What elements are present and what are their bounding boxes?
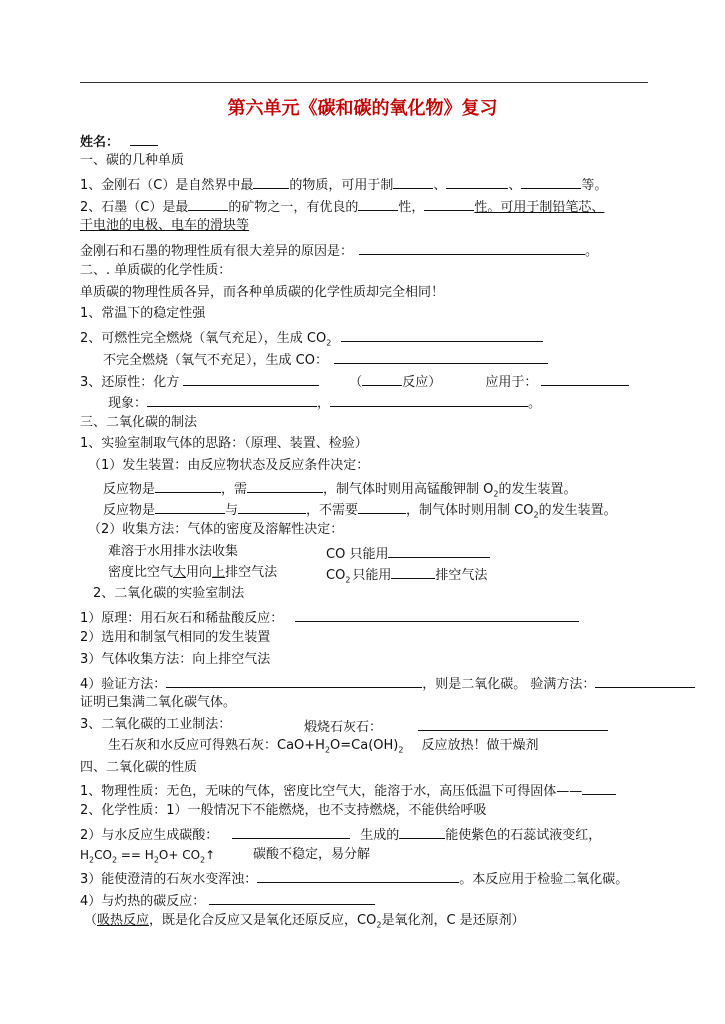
s4-carbonic-equation — [80, 846, 215, 869]
s3-point-2d — [326, 564, 487, 590]
text: 生成的 — [360, 828, 400, 843]
sub: 2 — [326, 338, 332, 348]
s4-point-3 — [80, 824, 601, 845]
sub: 2 — [493, 489, 499, 499]
text: 反应放热！做干燥剂 — [421, 738, 539, 753]
s3-point-2c — [108, 564, 277, 582]
text: 性。可用于制铅笔芯、 — [474, 200, 605, 215]
text: 3）能使澄清的石灰水变浑浊： — [80, 872, 258, 887]
s3-point-2a: 难溶于水用排水法收集 — [108, 544, 239, 559]
text: 金刚石和石墨的物理性质有很大差异的原因是： — [80, 244, 354, 259]
blank[interactable] — [155, 499, 225, 514]
text: ，制气体时则用高锰酸钾制 O — [323, 482, 494, 497]
name-label: 姓名： — [80, 135, 120, 150]
text: 是氧化剂，C 是还原剂） — [381, 913, 525, 928]
s3-point-1: 1、实验室制取气体的思路：（原理、装置、检验） — [80, 436, 368, 451]
text: 排空气法 — [225, 565, 278, 580]
text: 1）原理：用石灰石和稀盐酸反应： — [80, 611, 284, 626]
text: 反应物是 — [103, 503, 156, 518]
text: 能使紫色的石蕊试液变红， — [445, 828, 602, 843]
page-title: 第六单元《碳和碳的氧化物》复习 — [227, 98, 498, 119]
s3-industrial-label: 3、二氧化碳的工业制法： — [80, 717, 232, 732]
blank[interactable] — [232, 824, 350, 839]
text: ，制气体时则用制 CO — [406, 503, 534, 518]
text: 吸热反应 — [97, 913, 150, 928]
text: 等。 — [581, 178, 608, 193]
blank[interactable] — [183, 371, 319, 386]
text: ，不需要 — [306, 503, 359, 518]
s3-point-2: （2）收集方法：气体的密度及溶解性决定： — [88, 522, 344, 537]
blank[interactable] — [155, 478, 221, 493]
s2-intro: 单质碳的物理性质各异，而各种单质碳的化学性质却完全相同！ — [80, 285, 445, 300]
s4-point-2: 2、化学性质：1）一般情况下不能燃烧，也不支持燃烧，不能供给呼吸 — [80, 803, 487, 818]
text: 4）与灼热的碳反应： — [80, 894, 206, 909]
s1-line-2 — [80, 196, 604, 217]
text: 大 — [173, 565, 187, 580]
blank[interactable] — [358, 499, 406, 514]
text: 2、可燃性完全燃烧（氧气充足），生成 CO — [80, 331, 327, 346]
section-1-heading: 一、碳的几种单质 — [80, 153, 185, 168]
text: 的矿物之一，有优良的 — [228, 200, 359, 215]
text: 1、物理性质：无色，无味的气体，密度比空气大，能溶于水，高压低温下可得固体—— — [80, 784, 583, 799]
blank[interactable] — [541, 371, 629, 386]
section-3-heading: 三、二氧化碳的制法 — [80, 415, 198, 430]
sub: 2 — [153, 855, 159, 865]
text: 4）验证方法： — [80, 677, 167, 692]
text: O+ CO — [158, 848, 201, 862]
name-row — [80, 131, 158, 152]
blank[interactable] — [391, 564, 435, 579]
text: ，既是化合反应又是氧化还原反应，CO — [149, 913, 377, 928]
text: H — [80, 848, 90, 862]
blank[interactable] — [330, 392, 528, 407]
s2-point-1: 1、常温下的稳定性强 — [80, 306, 206, 321]
s3-q1 — [80, 607, 579, 628]
text: 2、石墨（C）是最 — [80, 200, 189, 215]
text: 用向 — [186, 565, 213, 580]
blank[interactable] — [238, 499, 306, 514]
text: 反应） — [402, 375, 442, 390]
s1-line-3: 干电池的电极、电车的滑块等 — [80, 218, 250, 233]
text: CO 只能用 — [326, 547, 389, 562]
blank[interactable] — [341, 327, 543, 342]
s3-q4 — [80, 673, 695, 694]
sub: 2 — [324, 745, 331, 755]
text: 、 — [508, 178, 522, 193]
text: 与 — [225, 503, 239, 518]
blank[interactable] — [521, 174, 581, 189]
text: O=Ca(OH) — [330, 738, 399, 753]
text: 生石灰和水反应可得熟石灰：CaO+H — [108, 738, 325, 753]
blank[interactable] — [188, 196, 228, 211]
s4-carbonic-note: 碳酸不稳定，易分解 — [253, 847, 371, 862]
blank[interactable] — [582, 780, 616, 795]
s3-industrial-lime — [108, 737, 538, 760]
blank[interactable] — [399, 824, 445, 839]
blank[interactable] — [418, 716, 608, 731]
blank[interactable] — [446, 174, 508, 189]
section-4-heading: 四、二氧化碳的性质 — [80, 760, 198, 775]
section-2-heading: 二、. 单质碳的化学性质： — [80, 263, 232, 278]
s2-point-3-phenomenon — [108, 392, 541, 413]
sub: 2 — [200, 855, 206, 865]
s2-point-3 — [80, 371, 629, 392]
blank[interactable] — [362, 371, 402, 386]
s3-q3: 3）气体收集方法：向上排空气法 — [80, 652, 271, 667]
text: 不完全燃烧（氧气不充足），生成 CO： — [103, 353, 328, 368]
text: 的物质，可用于制 — [289, 178, 394, 193]
s4-point-6 — [80, 890, 375, 911]
top-rule — [80, 82, 648, 83]
text: 性， — [398, 200, 425, 215]
blank[interactable] — [595, 673, 695, 688]
s3-q5: 证明已集满二氧化碳气体。 — [80, 695, 237, 710]
blank[interactable] — [393, 174, 433, 189]
text: 只能用 — [352, 568, 392, 583]
s1-line-1 — [80, 174, 607, 195]
text: 现象： — [108, 396, 148, 411]
blank[interactable] — [358, 196, 398, 211]
s3-point-1a: （1）发生装置：由反应物状态及反应条件决定： — [88, 458, 370, 473]
s3-q2: 2）选用和制氢气相同的发生装置 — [80, 630, 271, 645]
text: 应用于： — [485, 375, 538, 390]
text: 的发生装置。 — [538, 503, 617, 518]
text: 、 — [433, 178, 447, 193]
text: ， — [317, 396, 331, 411]
text: 反应物是 — [103, 482, 156, 497]
blank[interactable] — [334, 349, 548, 364]
text: 1、金刚石（C）是自然界中最 — [80, 178, 254, 193]
text: ，需 — [221, 482, 248, 497]
blank[interactable] — [295, 607, 579, 622]
blank[interactable] — [388, 543, 490, 558]
s1-line-4 — [80, 240, 598, 261]
s4-point-5 — [80, 868, 628, 889]
text: == H — [117, 848, 154, 862]
sub: 2 — [533, 510, 539, 520]
blank[interactable] — [147, 392, 317, 407]
text: 。本反应用于检验二氧化碳。 — [459, 872, 629, 887]
text: 排空气法 — [435, 568, 488, 583]
s2-point-2b — [103, 349, 548, 370]
blank[interactable] — [247, 478, 323, 493]
blank[interactable] — [257, 868, 459, 883]
s3-point-2b — [326, 543, 490, 564]
blank[interactable] — [359, 240, 585, 255]
text: 密度比空气 — [108, 565, 174, 580]
name-blank[interactable] — [130, 131, 158, 146]
s3-industrial-calcine — [304, 716, 608, 737]
text: CO — [326, 568, 346, 583]
text: 3、还原性：化方 — [80, 375, 180, 390]
text: 的发生装置。 — [498, 482, 577, 497]
sub: 2 — [111, 855, 118, 865]
s4-point-7 — [84, 912, 525, 935]
blank[interactable] — [253, 174, 289, 189]
sub: 2 — [398, 745, 404, 755]
text: ↑ — [205, 848, 216, 862]
s4-point-1 — [80, 780, 616, 801]
sub: 2 — [376, 920, 382, 930]
blank[interactable] — [209, 890, 375, 905]
text: （ — [84, 913, 98, 928]
sub: 2 — [345, 575, 351, 585]
text: ，则是二氧化碳。 验满方法： — [422, 677, 596, 692]
text: 煅烧石灰石： — [304, 720, 383, 735]
text: 。 — [585, 244, 599, 259]
text: 2）与水反应生成碳酸： — [80, 828, 219, 843]
s3-subheading: 2、二氧化碳的实验室制法 — [93, 586, 245, 601]
sub: 2 — [89, 855, 95, 865]
text: （ — [349, 375, 363, 390]
text: 。 — [528, 396, 542, 411]
blank[interactable] — [166, 673, 422, 688]
blank[interactable] — [424, 196, 474, 211]
text: CO — [94, 848, 112, 862]
text: 上 — [212, 565, 226, 580]
